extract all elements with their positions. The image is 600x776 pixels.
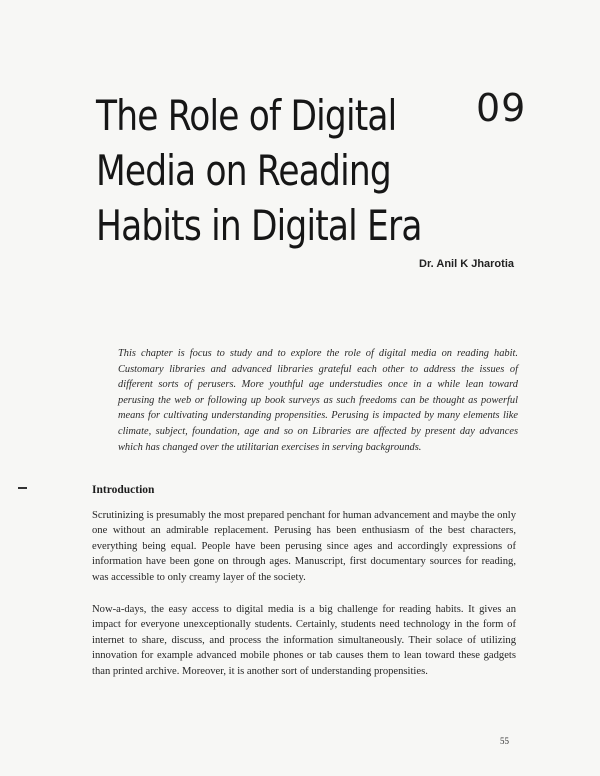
- chapter-title-line: The Role of Digital: [96, 91, 397, 140]
- chapter-number: 09: [476, 86, 527, 130]
- margin-scan-mark: [18, 487, 27, 489]
- chapter-title-line: Media on Reading: [96, 146, 391, 195]
- chapter-abstract: This chapter is focus to study and to explore the role of digital media on reading habit. Customary libraries and advanced libraries grateful each other to address the issues of different sorts of perusers. More youthful age understudies once in a while lean toward perusing the web or following up book surveys as such freedoms can be thought as powerful means for cultivating understanding propensities. Perusing is impacted by many elements like climate, subject, foundation, age and so on Libraries are affected by present day advances which has changed over the utilitarian exercises in serving backgrounds.: [118, 348, 518, 453]
- page-number: 55: [500, 736, 509, 746]
- section-heading-introduction: Introduction: [92, 484, 155, 496]
- body-paragraph: Scrutinizing is presumably the most prepared penchant for human advancement and maybe the only one without an admirable replacement. Perusing has been enthusiasm of the best characters, everything being equal. People have been perusing since ages and accordingly expressions of information have been gone on through ages. Manuscript, first documentary sources for reading, was accessible to only creamy layer of the society.: [92, 510, 516, 583]
- chapter-title: [96, 88, 422, 253]
- author-name: Dr. Anil K Jharotia: [419, 258, 514, 270]
- body-paragraph: Now-a-days, the easy access to digital media is a big challenge for reading habits. It gives an impact for everyone unexceptionally students. Certainly, students need technology in the form of internet to share, discuss, and process the information simultaneously. Their solace of utilizing innovation for example advanced mobile phones or tab causes them to lean toward these gadgets than printed archive. Moreover, it is another sort of understanding propensities.: [92, 604, 516, 677]
- chapter-title-line: Habits in Digital Era: [96, 201, 422, 250]
